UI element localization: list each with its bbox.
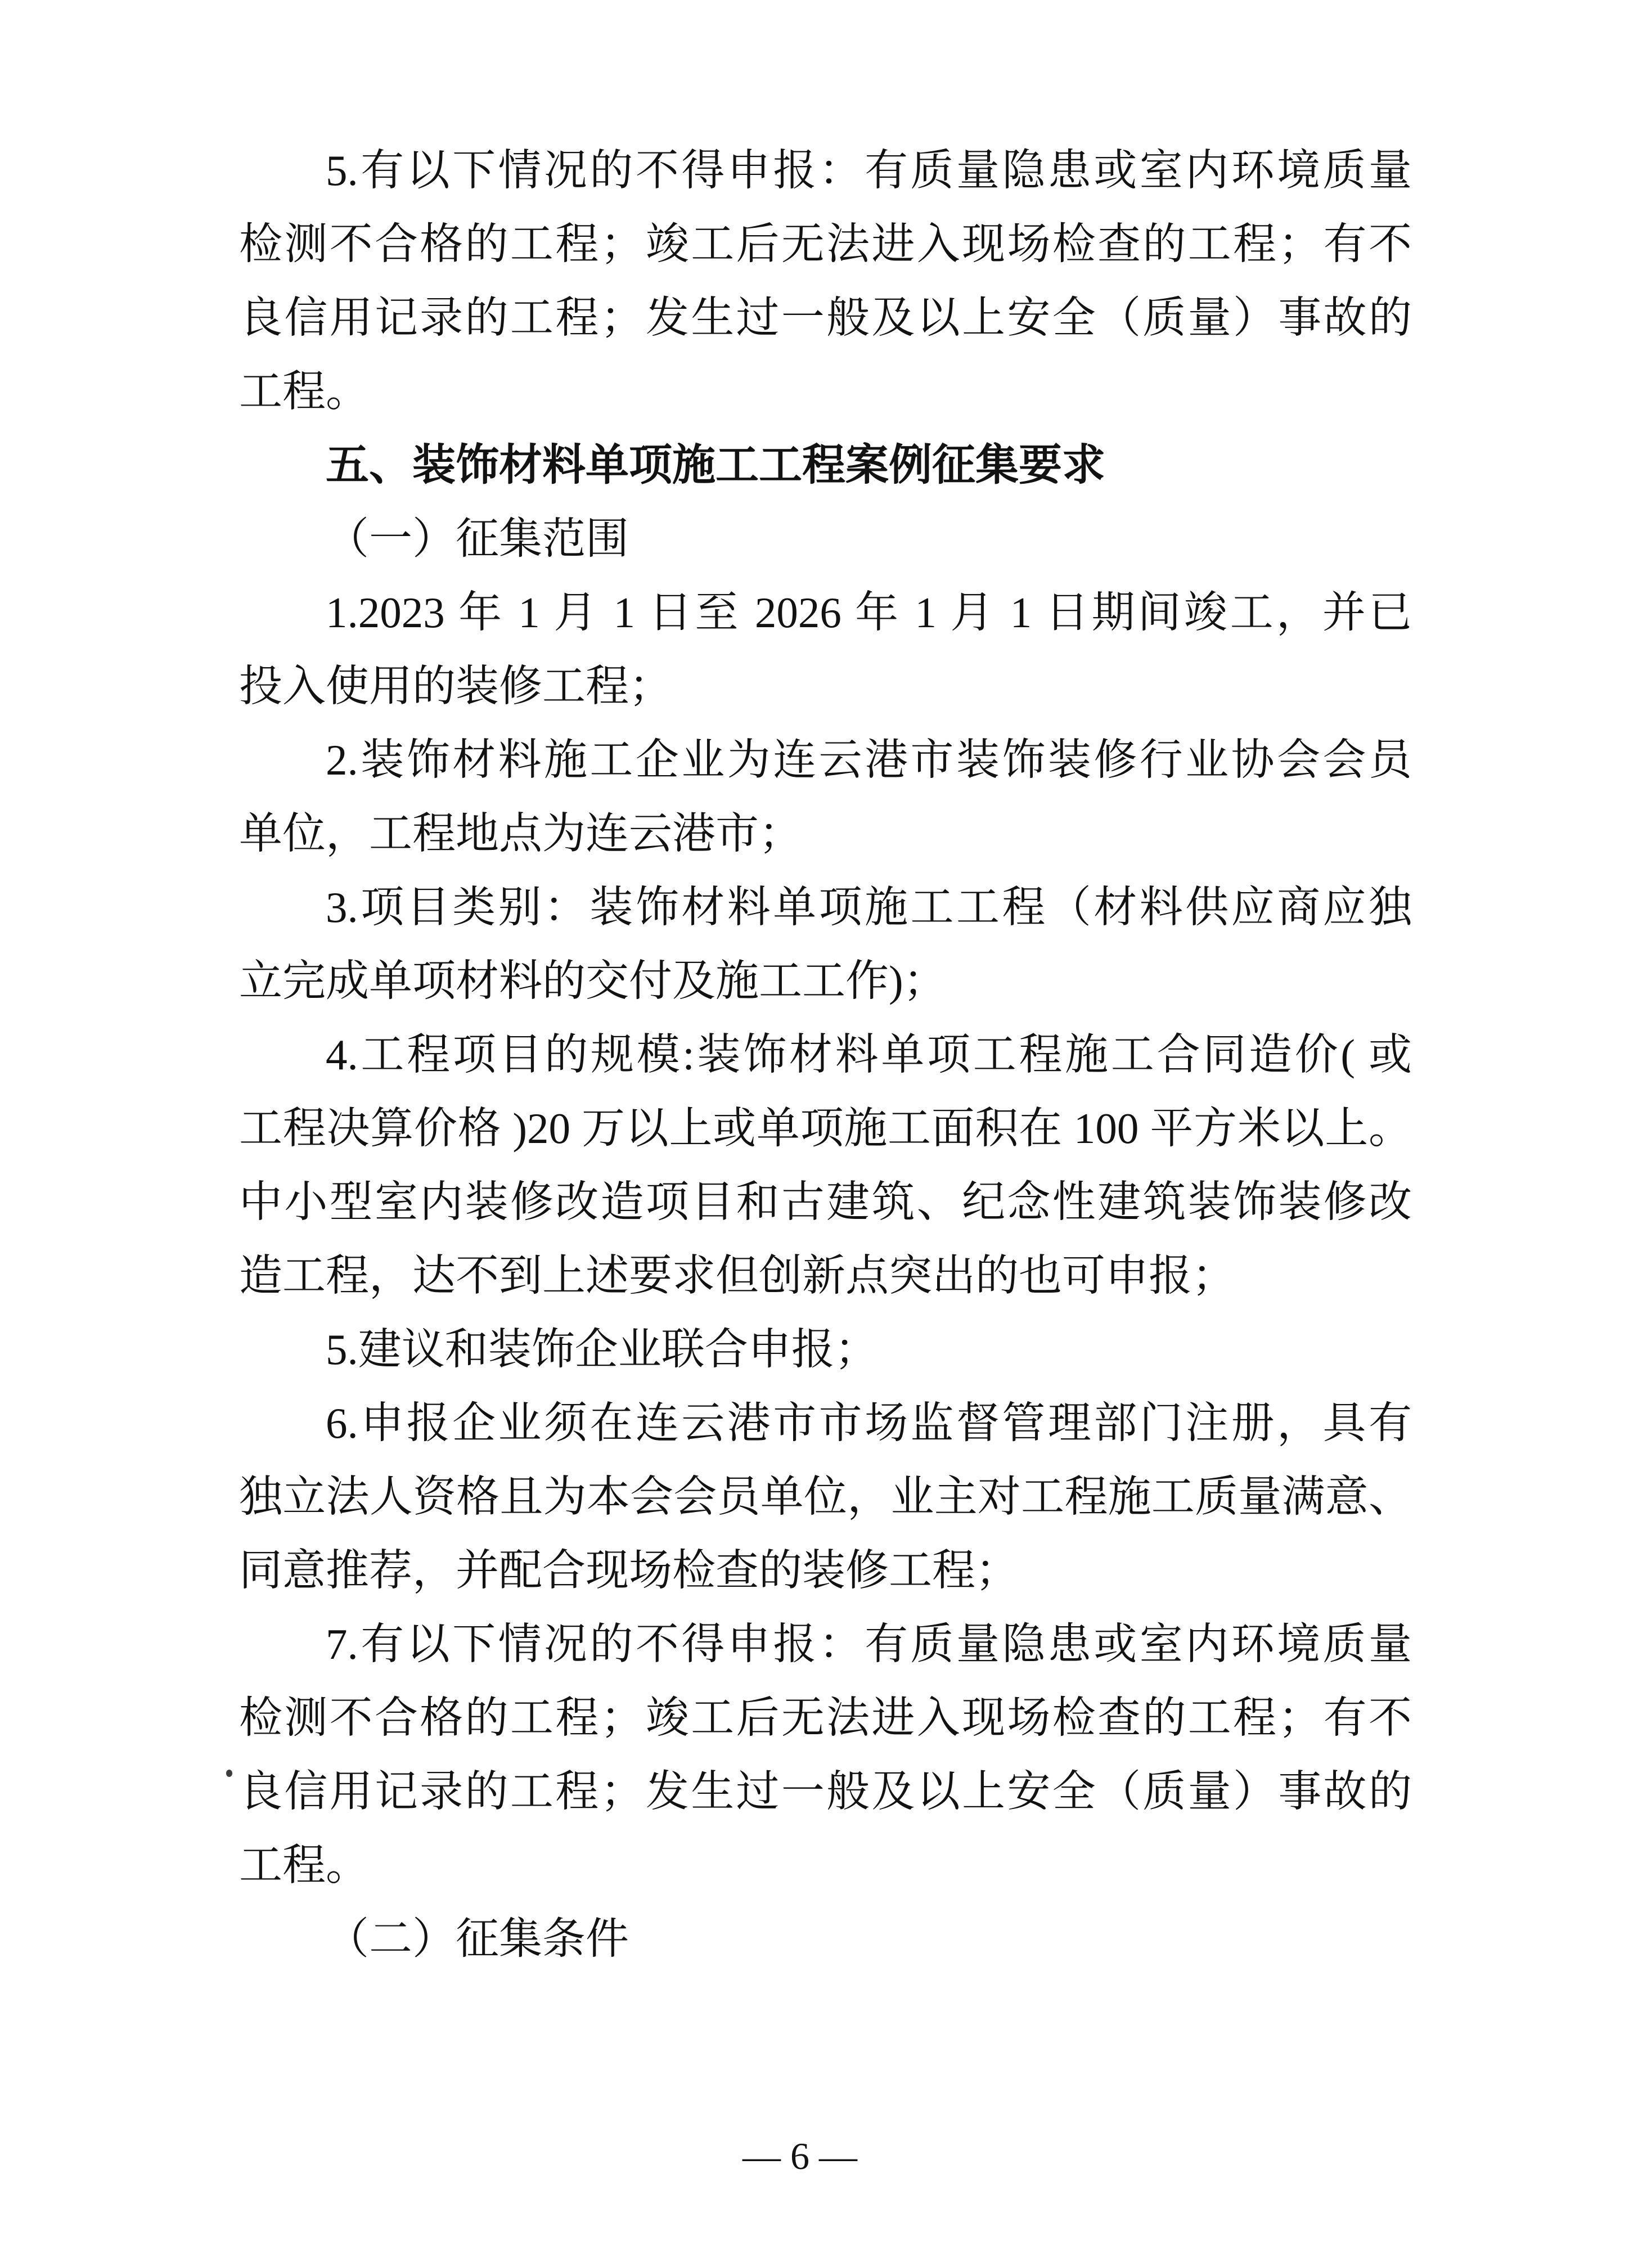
text-line: 1.2023 年 1 月 1 日至 2026 年 1 月 1 日期间竣工，并已	[326, 588, 1412, 637]
text-line: 2.装饰材料施工企业为连云港市装饰装修行业协会会员	[326, 736, 1412, 784]
paragraph	[239, 134, 1412, 429]
paragraph	[239, 1387, 1412, 1608]
paragraph	[239, 871, 1412, 1018]
document-body	[239, 134, 1412, 1976]
ink-speck-artifact	[226, 1770, 232, 1777]
text-line: 工程。	[239, 1841, 369, 1889]
text-line: 3.项目类别：装饰材料单项施工工程（材料供应商应独	[326, 883, 1412, 932]
text-line: 6.申报企业须在连云港市市场监督管理部门注册，具有	[326, 1399, 1412, 1447]
page-footer	[0, 2131, 1614, 2181]
text-line: 4.工程项目的规模:装饰材料单项工程施工合同造价( 或	[326, 1030, 1412, 1079]
text-line: 工程决算价格 )20 万以上或单项施工面积在 100 平方米以上。	[239, 1104, 1412, 1153]
sub-heading	[239, 1902, 1412, 1976]
text-line: （二）征集条件	[326, 1915, 629, 1963]
text-line: 单位，工程地点为连云港市；	[239, 809, 802, 858]
text-line: 同意推荐，并配合现场检查的装修工程；	[239, 1546, 1019, 1595]
paragraph	[239, 576, 1412, 723]
text-line: 5.建议和装饰企业联合申报；	[326, 1325, 878, 1374]
sub-heading	[239, 502, 1412, 576]
paragraph	[239, 723, 1412, 871]
text-line: 中小型室内装修改造项目和古建筑、纪念性建筑装饰装修改	[239, 1178, 1412, 1226]
text-line: 良信用记录的工程；发生过一般及以上安全（质量）事故的	[239, 1767, 1412, 1816]
text-line: 5.有以下情况的不得申报：有质量隐患或室内环境质量	[326, 146, 1412, 195]
text-line: 检测不合格的工程；竣工后无法进入现场检查的工程；有不	[239, 1694, 1412, 1742]
text-line: 投入使用的装修工程；	[239, 662, 672, 710]
text-line: （一）征集范围	[326, 515, 629, 563]
paragraph	[239, 1608, 1412, 1902]
text-line: 检测不合格的工程；竣工后无法进入现场检查的工程；有不	[239, 220, 1412, 268]
section-heading	[239, 429, 1412, 502]
text-line: 7.有以下情况的不得申报：有质量隐患或室内环境质量	[326, 1620, 1412, 1668]
text-line: 五、装饰材料单项施工工程案例征集要求	[326, 441, 1105, 489]
text-line: 独立法人资格且为本会会员单位，业主对工程施工质量满意、	[239, 1473, 1412, 1521]
text-line: 良信用记录的工程；发生过一般及以上安全（质量）事故的	[239, 294, 1412, 342]
text-line: 工程。	[239, 367, 369, 416]
paragraph	[239, 1313, 1412, 1387]
text-line: 立完成单项材料的交付及施工工作)；	[239, 957, 947, 1005]
text-line: 造工程，达不到上述要求但创新点突出的也可申报；	[239, 1252, 1235, 1300]
paragraph	[239, 1018, 1412, 1313]
page-number-label: — 6 —	[742, 2135, 857, 2177]
